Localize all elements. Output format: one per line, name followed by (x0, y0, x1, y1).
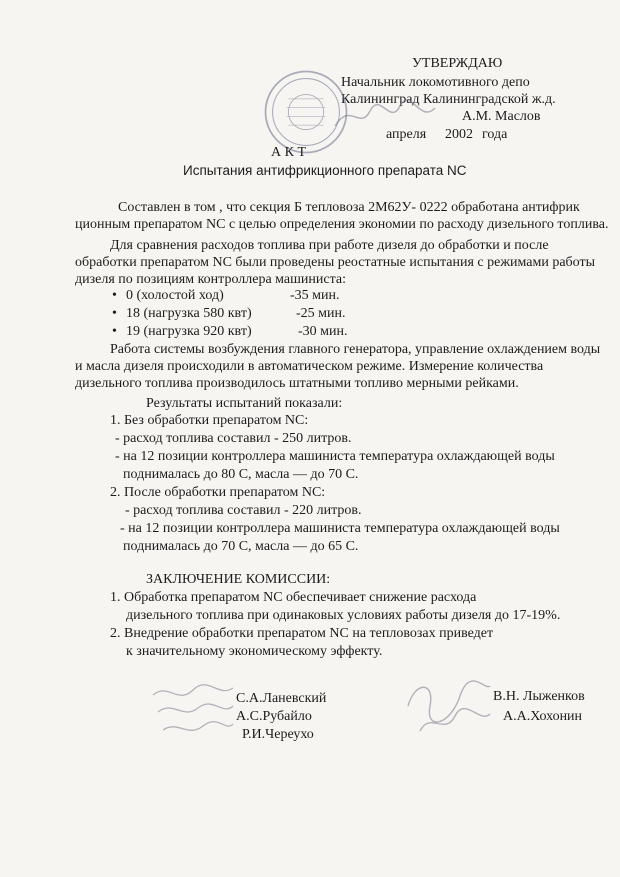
result1-temp-line-2: поднималась до 80 С, масла — до 70 С. (123, 467, 359, 482)
system-line-2: и масла дизеля происходили в автоматическом режиме. Измерение количества (75, 359, 544, 374)
position-time-1: -25 мин. (296, 306, 346, 321)
result2-temp-line-2: поднималась до 70 С, масла — до 65 С. (123, 539, 359, 554)
conclusion2-line-1: 2. Внедрение обработки препаратом NC на тепловозах приведет (110, 626, 494, 641)
signatory-left-2: Р.И.Череухо (242, 727, 314, 742)
comparison-line-2: обработки препаратом NC были проведены реостатные испытания с режимами работы (75, 255, 595, 270)
position-time-2: -30 мин. (298, 324, 348, 339)
left-signatures-icon (148, 680, 238, 740)
approval-date-month: апреля (386, 127, 427, 142)
position-time-0: -35 мин. (290, 288, 340, 303)
approval-signature-icon (330, 96, 440, 136)
results-heading: Результаты испытаний показали: (146, 396, 343, 411)
approval-position-line1: Начальник локомотивного депо (341, 75, 530, 90)
document-title: А К Т (271, 145, 306, 160)
conclusion1-line-1: 1. Обработка препаратом NC обеспечивает снижение расхода (110, 590, 477, 605)
approval-heading: УТВЕРЖДАЮ (412, 56, 503, 71)
approval-date-suffix: года (482, 127, 508, 142)
result2-temp-line-1: - на 12 позиции контроллера машиниста температура охлаждающей воды (120, 521, 560, 536)
signatory-left-0: С.А.Ланевский (236, 691, 327, 706)
conclusion1-line-2: дизельного топлива при одинаковых условиях работы дизеля до 17-19%. (126, 608, 561, 623)
position-label-2: • 19 (нагрузка 920 квт) (126, 323, 252, 340)
document-subtitle: Испытания антифрикционного препарата NC (183, 163, 467, 178)
result2-fuel: - расход топлива составил - 220 литров. (125, 503, 362, 518)
signatory-right-1: А.А.Хохонин (503, 709, 583, 724)
position-label-1: • 18 (нагрузка 580 квт) (126, 305, 252, 322)
comparison-line-3: дизеля по позициям контроллера машиниста: (75, 272, 347, 287)
right-signatures-icon (400, 676, 495, 738)
system-line-3: дизельного топлива производилось штатными топливо мерными рейками. (75, 376, 519, 391)
signatory-left-1: А.С.Рубайло (236, 709, 312, 724)
result1-temp-line-1: - на 12 позиции контроллера машиниста температура охлаждающей воды (115, 449, 555, 464)
position-label-0: • 0 (холостой ход) (126, 287, 224, 304)
result2-heading: 2. После обработки препаратом NC: (110, 485, 326, 500)
conclusion-heading: ЗАКЛЮЧЕНИЕ КОМИССИИ: (146, 572, 331, 587)
system-line-1: Работа системы возбуждения главного генератора, управление охлаждением воды (110, 342, 601, 357)
intro-line-1: Составлен в том , что секция Б тепловоза 2М62У- 0222 обработана антифрик (118, 200, 580, 215)
approval-date-year: 2002 (445, 127, 473, 142)
result1-fuel: - расход топлива составил - 250 литров. (115, 431, 352, 446)
comparison-line-1: Для сравнения расходов топлива при работе дизеля до обработки и после (110, 238, 549, 253)
approval-name: А.М. Маслов (462, 109, 541, 124)
conclusion2-line-2: к значительному экономическому эффекту. (126, 644, 383, 659)
signatory-right-0: В.Н. Лыженков (493, 689, 585, 704)
approval-position-line2: Калининград Калининградской ж.д. (341, 92, 556, 107)
result1-heading: 1. Без обработки препаратом NC: (110, 413, 309, 428)
intro-line-2: ционным препаратом NC с целью определения экономии по расходу дизельного топлива. (75, 217, 609, 232)
